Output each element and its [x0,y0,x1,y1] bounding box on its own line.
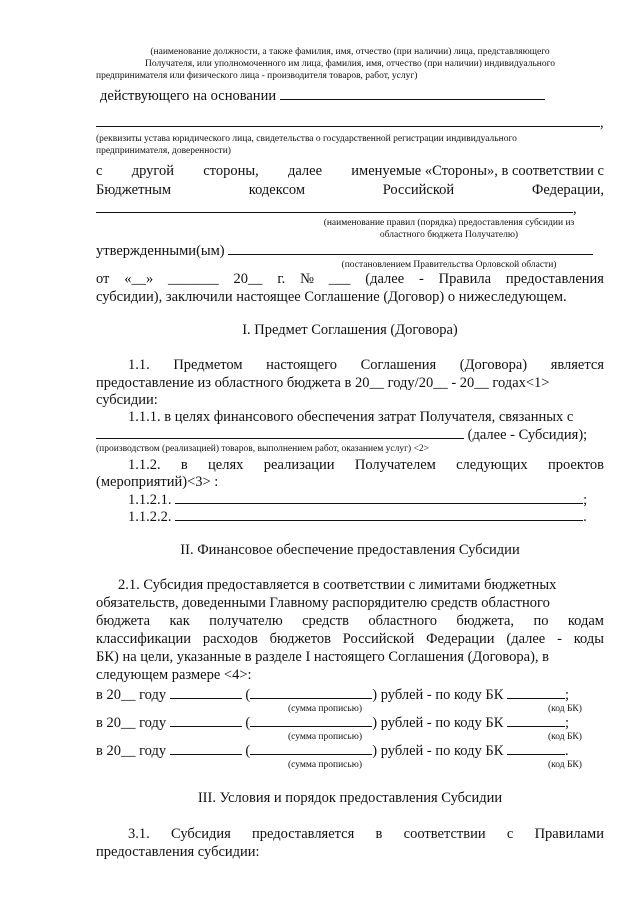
p21-line2: обязательств, доведенными Главному распорядителю средств областного [96,595,550,611]
p112-line2: (мероприятий)<3> : [96,474,219,490]
p21-line3: бюджета как получателю средств областного бюджета, по кодам [96,613,604,629]
note-requisites-1: (реквизиты устава юридического лица, свидетельства о государственной регистрации индивидуального [96,134,517,144]
p21-line1: 2.1. Субсидия предоставляется в соответствии с лимитами бюджетных [118,577,557,593]
p31-line2: предоставления субсидии: [96,844,260,860]
amount-3-blank[interactable] [170,742,242,755]
requisites-blank[interactable] [96,114,600,127]
p112-line1: 1.1.2. в целях реализации Получателем следующих проектов [128,457,604,473]
amount-1-words-blank[interactable] [250,686,372,699]
amount-1-blank[interactable] [170,686,242,699]
note-bk-code-2: (код БК) [548,732,582,742]
from-date-line: от «__» _______ 20__ г. № ___ (далее - Правила предоставления [96,271,604,287]
acting-basis-blank[interactable] [280,87,545,100]
p11-line3: субсидии: [96,392,158,408]
note-official-3: предпринимателя или физического лица - производителя товаров, работ, услуг) [96,71,418,81]
amount-row-1: в 20__ году ( ) рублей - по коду БК ; [96,687,570,703]
p21-line4: классификации расходов бюджетов Российской Федерации (далее - коды [96,631,604,647]
parties-line: с другой стороны, далее именуемые «Стороны», в соответствии с [96,163,604,179]
p1122-line: 1.1.2.2. . [128,509,587,525]
note-bk-code-3: (код БК) [548,760,582,770]
p31-line1: 3.1. Субсидия предоставляется в соответствии с Правилами [128,826,604,842]
note-production: (производством (реализацией) товаров, выполнением работ, оказанием услуг) <2> [96,444,430,454]
p111-blank[interactable] [96,426,464,439]
amount-2-words-blank[interactable] [250,714,372,727]
approved-blank[interactable] [228,242,593,255]
p11-line1: 1.1. Предметом настоящего Соглашения (Договора) является [128,357,604,373]
amount-row-2: в 20__ году ( ) рублей - по коду БК ; [96,715,570,731]
note-rules-2: областного бюджета Получателю) [379,230,519,240]
note-sum-words-3: (сумма прописью) [288,760,362,770]
p11-line2: предоставление из областного бюджета в 20__ году/20__ - 20__ годах<1> [96,375,550,391]
p1121-line: 1.1.2.1. ; [128,492,588,508]
note-sum-words-1: (сумма прописью) [288,704,362,714]
note-official-2: Получателя, или уполномоченного им лица, фамилия, имя, отчество (при наличии) индивидуального [144,59,556,69]
note-bk-code-1: (код БК) [548,704,582,714]
p111-line1: 1.1.1. в целях финансового обеспечения затрат Получателя, связанных с [128,409,574,425]
note-rules-1: (наименование правил (порядка) предоставления субсидии из [323,218,575,228]
requisites-blank-line: , [96,114,604,132]
bk-code-3-blank[interactable] [507,742,565,755]
amount-2-blank[interactable] [170,714,242,727]
rules-blank-line: , [96,200,577,218]
bk-code-2-blank[interactable] [507,714,565,727]
note-requisites-2: предпринимателя, доверенности) [96,146,231,156]
p1122-blank[interactable] [175,508,583,521]
section-1-title: I. Предмет Соглашения (Договора) [242,322,458,338]
p21-line6: следующем размере <4>: [96,667,252,683]
p21-line5: БК) на цели, указанные в разделе I настоящего Соглашения (Договора), в [96,649,550,665]
section-2-title: II. Финансовое обеспечение предоставления Субсидии [180,542,520,558]
acting-line [100,87,545,105]
note-decree: (постановлением Правительства Орловской области) [341,260,557,270]
note-sum-words-2: (сумма прописью) [288,732,362,742]
rules-blank[interactable] [96,200,573,213]
bk-code-1-blank[interactable] [507,686,565,699]
amount-row-3: в 20__ году ( ) рублей - по коду БК . [96,743,569,759]
p111-line2: (далее - Субсидия); [96,426,587,444]
budget-code-line: Бюджетным кодексом Российской Федерации, [96,182,604,198]
amount-3-words-blank[interactable] [250,742,372,755]
approved-line: утвержденными(ым) [96,242,593,260]
p1121-blank[interactable] [175,491,583,504]
section-3-title: III. Условия и порядок предоставления Субсидии [197,790,503,806]
acting-label: действующего на основании [100,88,277,104]
concluded-line: субсидии), заключили настоящее Соглашение (Договор) о нижеследующем. [96,289,567,305]
note-official-1: (наименование должности, а также фамилия, имя, отчество (при наличии) лица, представляющего [150,47,550,57]
